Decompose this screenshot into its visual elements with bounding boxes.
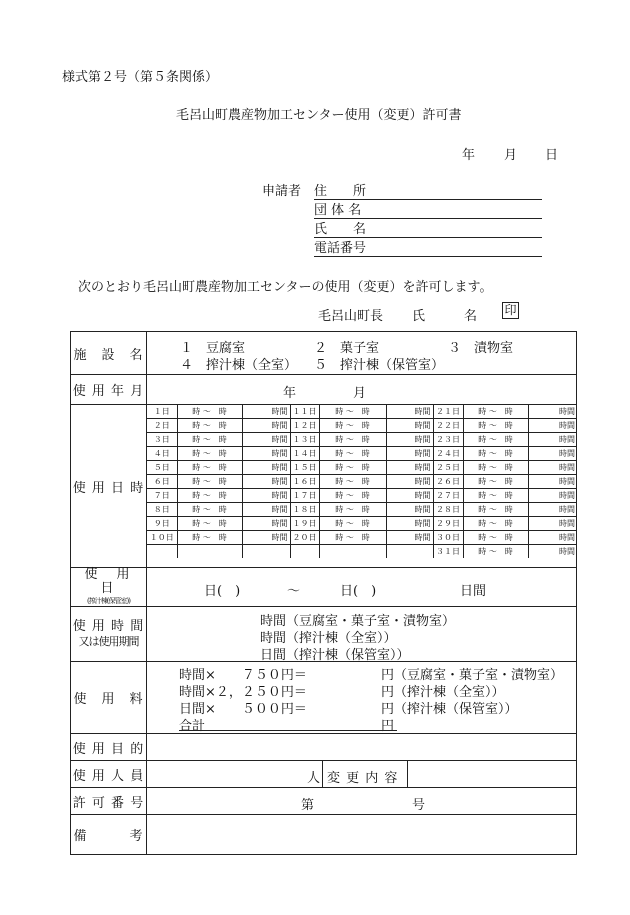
persons-unit: 人 bbox=[307, 771, 321, 786]
persons-label: 使 用 人 員 bbox=[71, 761, 147, 788]
day-number: １２日 bbox=[290, 419, 319, 433]
usage-days-label-cell bbox=[71, 568, 147, 607]
day-time-range[interactable]: 時 ～ 時 bbox=[463, 461, 528, 475]
facility-options bbox=[147, 332, 577, 375]
persons-row bbox=[71, 761, 577, 788]
purpose-row bbox=[71, 734, 577, 761]
facility-option-confectionery[interactable]: ２ 菓子室 bbox=[314, 341, 380, 356]
day-number: １６日 bbox=[290, 475, 319, 489]
day-number: １５日 bbox=[290, 461, 319, 475]
day-number: １８日 bbox=[290, 503, 319, 517]
day-hours[interactable]: 時間 bbox=[528, 433, 577, 447]
phone-field[interactable] bbox=[314, 237, 542, 257]
day-number bbox=[147, 545, 177, 559]
day-time-range[interactable]: 時 ～ 時 bbox=[463, 405, 528, 419]
day-time-range[interactable]: 時 ～ 時 bbox=[319, 531, 386, 545]
day-number: １３日 bbox=[290, 433, 319, 447]
day-number: ４日 bbox=[147, 447, 177, 461]
day-grid-row bbox=[147, 447, 577, 461]
fee-line3-calc: 日間× ５００円＝ bbox=[179, 702, 307, 717]
day-hours[interactable]: 時間 bbox=[242, 489, 290, 503]
day-hours bbox=[386, 545, 433, 559]
usage-dates-label: 使 用 日 時 bbox=[71, 405, 147, 568]
day-hours[interactable]: 時間 bbox=[528, 475, 577, 489]
day-time-range[interactable]: 時 ～ 時 bbox=[463, 545, 528, 559]
day-hours[interactable]: 時間 bbox=[386, 433, 433, 447]
day-hours[interactable]: 時間 bbox=[528, 503, 577, 517]
day-hours[interactable]: 時間 bbox=[242, 447, 290, 461]
day-number: １日 bbox=[147, 405, 177, 419]
facility-label: 施 設 名 bbox=[71, 332, 147, 375]
usage-days-label: 使 用 日 bbox=[84, 567, 149, 596]
day-hours[interactable]: 時間 bbox=[386, 475, 433, 489]
day-time-range[interactable]: 時 ～ 時 bbox=[177, 503, 242, 517]
day-time-range[interactable]: 時 ～ 時 bbox=[319, 405, 386, 419]
fee-line1-result: 円（豆腐室・菓子室・漬物室） bbox=[381, 668, 564, 683]
usage-time-label-cell bbox=[71, 607, 147, 662]
usage-time-row bbox=[71, 607, 577, 662]
day-hours[interactable]: 時間 bbox=[242, 461, 290, 475]
day-grid-row bbox=[147, 545, 577, 559]
purpose-label: 使 用 目 的 bbox=[71, 734, 147, 761]
day-time-range[interactable]: 時 ～ 時 bbox=[463, 517, 528, 531]
permit-number-dai: 第 bbox=[301, 798, 315, 813]
day-number: ３０日 bbox=[433, 531, 463, 545]
usage-days-row bbox=[71, 568, 577, 607]
usage-day-total: 日間 bbox=[460, 583, 487, 599]
day-time-range[interactable]: 時 ～ 時 bbox=[319, 489, 386, 503]
day-hours[interactable]: 時間 bbox=[528, 405, 577, 419]
day-number: １１日 bbox=[290, 405, 319, 419]
issuer-name-label: 氏 名 bbox=[412, 309, 478, 324]
applicant-name-field[interactable] bbox=[314, 218, 542, 238]
group-name-field[interactable] bbox=[314, 199, 542, 219]
permit-number-value[interactable] bbox=[147, 788, 577, 815]
day-hours[interactable]: 時間 bbox=[528, 531, 577, 545]
day-hours[interactable]: 時間 bbox=[386, 405, 433, 419]
day-number: ３日 bbox=[147, 433, 177, 447]
day-number: ８日 bbox=[147, 503, 177, 517]
fee-total-yen: 円 bbox=[381, 719, 395, 734]
permit-number-label: 許 可 番 号 bbox=[71, 788, 147, 815]
issuer-title: 毛呂山町長 bbox=[318, 309, 384, 324]
remarks-value[interactable] bbox=[147, 815, 577, 855]
day-number: ３１日 bbox=[433, 545, 463, 559]
day-number: ２６日 bbox=[433, 475, 463, 489]
document-title: 毛呂山町農産物加工センター使用（変更）許可書 bbox=[176, 108, 462, 123]
day-number: １９日 bbox=[290, 517, 319, 531]
day-grid-row bbox=[147, 531, 577, 545]
day-grid-row bbox=[147, 489, 577, 503]
usage-time-value[interactable] bbox=[147, 607, 577, 662]
usage-dates-grid bbox=[147, 405, 577, 558]
facility-row bbox=[71, 332, 577, 375]
day-hours[interactable]: 時間 bbox=[242, 475, 290, 489]
day-number: ２４日 bbox=[433, 447, 463, 461]
purpose-value[interactable] bbox=[147, 734, 577, 761]
persons-change-cell bbox=[147, 761, 577, 788]
day-number: ２８日 bbox=[433, 503, 463, 517]
day-number: ５日 bbox=[147, 461, 177, 475]
date-year: 年 bbox=[462, 148, 476, 163]
usage-year: 年 bbox=[283, 386, 297, 401]
day-time-range bbox=[177, 545, 242, 559]
day-hours[interactable]: 時間 bbox=[242, 503, 290, 517]
day-time-range[interactable]: 時 ～ 時 bbox=[177, 447, 242, 461]
day-time-range[interactable]: 時 ～ 時 bbox=[463, 419, 528, 433]
day-time-range[interactable]: 時 ～ 時 bbox=[463, 531, 528, 545]
usage-time-line1: 時間（豆腐室・菓子室・漬物室） bbox=[260, 614, 456, 629]
day-hours[interactable]: 時間 bbox=[386, 447, 433, 461]
day-hours[interactable]: 時間 bbox=[528, 419, 577, 433]
fee-line3-result: 円（搾汁棟（保管室）） bbox=[381, 702, 518, 717]
day-time-range[interactable]: 時 ～ 時 bbox=[177, 489, 242, 503]
usage-day-start: 日( ) bbox=[204, 583, 241, 599]
day-time-range[interactable]: 時 ～ 時 bbox=[177, 461, 242, 475]
usage-day-end: 日( ) bbox=[340, 583, 377, 599]
fee-value[interactable] bbox=[147, 662, 577, 734]
day-time-range bbox=[319, 545, 386, 559]
day-hours[interactable]: 時間 bbox=[242, 419, 290, 433]
day-number: ２日 bbox=[147, 419, 177, 433]
day-grid-row bbox=[147, 419, 577, 433]
year-month-label: 使 用 年 月 bbox=[71, 375, 147, 405]
day-time-range[interactable]: 時 ～ 時 bbox=[177, 531, 242, 545]
address-field[interactable] bbox=[314, 180, 542, 200]
usage-days-value[interactable] bbox=[147, 568, 577, 607]
remarks-row bbox=[71, 815, 577, 855]
day-grid-row bbox=[147, 503, 577, 517]
day-time-range[interactable]: 時 ～ 時 bbox=[177, 517, 242, 531]
usage-dates-grid-cell bbox=[147, 405, 577, 568]
day-number: ２３日 bbox=[433, 433, 463, 447]
day-number: ２５日 bbox=[433, 461, 463, 475]
fee-total-underline bbox=[179, 730, 397, 731]
day-hours[interactable]: 時間 bbox=[386, 489, 433, 503]
day-hours[interactable]: 時間 bbox=[242, 433, 290, 447]
day-number: ２０日 bbox=[290, 531, 319, 545]
day-time-range[interactable]: 時 ～ 時 bbox=[319, 503, 386, 517]
day-hours[interactable]: 時間 bbox=[386, 517, 433, 531]
facility-option-juice-storage[interactable]: ５ 搾汁棟（保管室） bbox=[314, 358, 445, 373]
fee-line2-calc: 時間×２，２５０円＝ bbox=[179, 685, 307, 700]
day-number: ２１日 bbox=[433, 405, 463, 419]
day-hours[interactable]: 時間 bbox=[386, 531, 433, 545]
fee-line2-result: 円（搾汁棟（全室）） bbox=[381, 685, 505, 700]
permission-statement: 次のとおり毛呂山町農産物加工センターの使用（変更）を許可します。 bbox=[78, 280, 493, 295]
facility-option-pickles[interactable]: ３ 漬物室 bbox=[448, 341, 514, 356]
day-number: ７日 bbox=[147, 489, 177, 503]
day-number: １４日 bbox=[290, 447, 319, 461]
day-time-range[interactable]: 時 ～ 時 bbox=[319, 461, 386, 475]
day-time-range[interactable]: 時 ～ 時 bbox=[319, 447, 386, 461]
usage-time-label: 使 用 時 間 bbox=[72, 619, 145, 634]
day-time-range[interactable]: 時 ～ 時 bbox=[177, 419, 242, 433]
usage-day-tilde: ～ bbox=[287, 583, 301, 599]
remarks-label: 備 考 bbox=[71, 815, 147, 855]
day-number: ９日 bbox=[147, 517, 177, 531]
fee-label: 使 用 料 bbox=[71, 662, 147, 734]
day-grid-row bbox=[147, 461, 577, 475]
day-hours[interactable]: 時間 bbox=[528, 447, 577, 461]
group-name-label: 団 体 名 bbox=[314, 203, 362, 218]
day-time-range[interactable]: 時 ～ 時 bbox=[177, 405, 242, 419]
date-month: 月 bbox=[504, 148, 518, 163]
persons-divider bbox=[322, 761, 323, 787]
day-hours[interactable]: 時間 bbox=[242, 517, 290, 531]
day-time-range[interactable]: 時 ～ 時 bbox=[177, 433, 242, 447]
day-time-range[interactable]: 時 ～ 時 bbox=[463, 433, 528, 447]
day-grid-row bbox=[147, 517, 577, 531]
phone-label: 電話番号 bbox=[314, 241, 367, 256]
day-hours[interactable]: 時間 bbox=[386, 461, 433, 475]
facility-option-juice-all[interactable]: ４ 搾汁棟（全室） bbox=[180, 358, 298, 373]
day-hours[interactable]: 時間 bbox=[242, 405, 290, 419]
day-time-range[interactable]: 時 ～ 時 bbox=[319, 475, 386, 489]
year-month-value[interactable] bbox=[147, 375, 577, 405]
usage-month: 月 bbox=[353, 386, 367, 401]
day-time-range[interactable]: 時 ～ 時 bbox=[319, 419, 386, 433]
day-grid-row bbox=[147, 475, 577, 489]
permit-table bbox=[70, 331, 577, 855]
day-grid-row bbox=[147, 433, 577, 447]
day-time-range[interactable]: 時 ～ 時 bbox=[177, 475, 242, 489]
date-day: 日 bbox=[545, 148, 559, 163]
usage-time-line3: 日間（搾汁棟（保管室）） bbox=[260, 648, 410, 663]
seal-mark: 印 bbox=[502, 302, 519, 319]
day-number: ６日 bbox=[147, 475, 177, 489]
day-time-range[interactable]: 時 ～ 時 bbox=[463, 489, 528, 503]
day-number bbox=[290, 545, 319, 559]
change-details-label: 変 更 内 容 bbox=[327, 771, 399, 786]
day-number: ２７日 bbox=[433, 489, 463, 503]
day-number: ２９日 bbox=[433, 517, 463, 531]
day-hours bbox=[242, 545, 290, 559]
fee-line1-calc: 時間× ７５０円＝ bbox=[179, 668, 307, 683]
day-time-range[interactable]: 時 ～ 時 bbox=[319, 433, 386, 447]
day-hours[interactable]: 時間 bbox=[528, 545, 577, 559]
day-number: １７日 bbox=[290, 489, 319, 503]
form-number: 様式第２号（第５条関係） bbox=[62, 70, 219, 85]
day-hours[interactable]: 時間 bbox=[242, 531, 290, 545]
permit-number-row bbox=[71, 788, 577, 815]
applicant-name-label: 氏 名 bbox=[314, 222, 367, 237]
day-time-range[interactable]: 時 ～ 時 bbox=[463, 475, 528, 489]
facility-option-tofu[interactable]: １ 豆腐室 bbox=[180, 341, 246, 356]
usage-days-sublabel: (搾汁棟(保管室)) bbox=[87, 597, 130, 605]
permit-number-go: 号 bbox=[412, 798, 426, 813]
fee-total-label: 合計 bbox=[179, 719, 206, 734]
day-time-range[interactable]: 時 ～ 時 bbox=[463, 503, 528, 517]
day-hours[interactable]: 時間 bbox=[528, 489, 577, 503]
usage-dates-row bbox=[71, 405, 577, 568]
day-hours[interactable]: 時間 bbox=[528, 461, 577, 475]
day-hours[interactable]: 時間 bbox=[386, 419, 433, 433]
usage-time-sublabel: 又は使用期間 bbox=[78, 635, 139, 648]
day-time-range[interactable]: 時 ～ 時 bbox=[319, 517, 386, 531]
day-hours[interactable]: 時間 bbox=[528, 517, 577, 531]
day-number: １０日 bbox=[147, 531, 177, 545]
change-divider bbox=[407, 761, 408, 787]
fee-row bbox=[71, 662, 577, 734]
applicant-label: 申請者 bbox=[262, 184, 302, 199]
year-month-row bbox=[71, 375, 577, 405]
day-time-range[interactable]: 時 ～ 時 bbox=[463, 447, 528, 461]
day-hours[interactable]: 時間 bbox=[386, 503, 433, 517]
day-number: ２２日 bbox=[433, 419, 463, 433]
address-label: 住 所 bbox=[314, 184, 367, 199]
day-grid-row bbox=[147, 405, 577, 419]
usage-time-line2: 時間（搾汁棟（全室）） bbox=[260, 631, 397, 646]
